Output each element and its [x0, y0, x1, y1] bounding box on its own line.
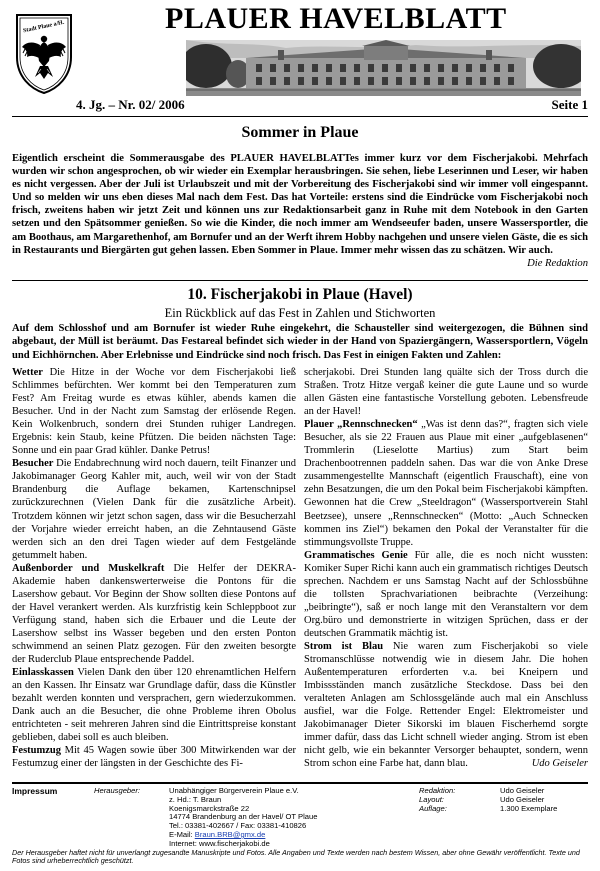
credit-value: Udo Geiseler [500, 786, 545, 795]
paragraph-festumzug [12, 744, 296, 770]
paragraph-strom [304, 640, 588, 770]
disclaimer: Der Herausgeber haftet nicht für unverlangt zugesandte Manuskripte und Fotos. Alle Angaben und Texte werden nach bestem Wissen, aber ohne Gewähr veröffentlicht. Texte und Fotos sind urheberrechtlich geschützt. [12, 848, 580, 866]
intro-text: Eigentlich erscheint die Sommerausgabe des PLAUER HAVELBLATTes immer kurz vor dem Fischerjakobi. Mehrfach wurden wir schon angesprochen, ob wir wieder ein Exemplar herausbringen. Sie sehen, liebe Leserinnen und Leser, wir haben es nicht vergessen. Aber der Juli ist Urlaubszeit und mit der Vorbereitung des Fischerjakobi sind wir immer voll eingespannt. Und so melden wir uns eben dieses Mal nach dem Fest. Das hat Vorteile: erstens sind die Eindrücke vom Fischerjakobi noch frisch, zweitens haben wir jetzt Zeit und können uns zur Redaktionsarbeit ganz in Ruhe mit dem Notebook in den Garten setzen und den Spätsommer genießen. So wie die Kinder, die noch immer am Wendseeufer baden, unsere Wassersportler, die am Boothaus, am Margarethenhof, am Bornufer und an der Werft ihrem Hobby nachgehen und unsere vielen Gäste, die es sich in Restaurants und Biergärten gut gehen lassen. Eben Sommer in Plaue. Immer mehr wissen das zu schätzen. Wir auch. [12, 153, 588, 256]
address-line: Unabhängiger Bürgerverein Plaue e.V. [169, 786, 299, 795]
paragraph-text: Die Helfer der DEKRA-Akademie haben dankenswerterweise die Pontons für die Lasershow gebaut. Vor Beginn der Show sollten diese Pontons auf der Havel verankert werden. Als kurzfristig kein Schleppboot zur Verfügung stand, haben sich die Erbauer und die Leute der Lasershow selbst ins Wasser begeben und den ersten Ponton schwimmend an seinen Platz gezogen. Für den zweiten besorgte der Ruderclub Plaue entsprechende Paddel. [12, 562, 297, 666]
paragraph-heading: Außenborder und Muskelkraft [12, 562, 165, 574]
paragraph-heading: Wetter [12, 367, 43, 378]
credit-value: Udo Geiseler [500, 794, 545, 804]
article-column-right [304, 366, 588, 770]
paragraph-wetter [12, 366, 296, 457]
paragraph-text: Die Endabrechnung wird noch dauern, teilt Finanzer und Jakobimanager Georg Kahler mit, auch, weil wir von der Stadt Brandenburg die Auflage bekamen, Kartenschnipsel zurückzurechnen (Vielen Dank für die zusätzliche Arbeit). Trotzdem können wir jetzt schon sagen, dass wir die Besucherzahl der Vorjahre wieder erreicht haben, an die Zehntausend Gäste werden sich an den drei Tagen wieder auf dem Festgelände getummelt haben. [12, 458, 296, 561]
article-signature: Udo Geiseler [531, 758, 588, 770]
paragraph-besucher [12, 457, 296, 561]
publisher-address [169, 787, 317, 849]
impressum-title: Impressum [12, 786, 58, 796]
paragraph-heading: Festumzug [12, 745, 61, 757]
credits-values [500, 787, 557, 813]
paragraph-text: scherjakobi. Drei Stunden lang quälte sich der Tross durch die Straßen. Trotz Hitze vergaß keiner die gute Laune und so wurde allen Gästen eine fantastische Vorstellung geboten. Lebensfreude an der Havel! [304, 367, 588, 418]
intro-divider [12, 280, 588, 281]
paragraph-text: Die Hitze in der Woche vor dem Fischerjakobi ließ Schlimmes befürchten. Wer kommt bei den Temperaturen zum Fest? Am Freitag wurde es etwas kühler, abends kamen die Besucher. Und in der Nacht zum Samstag der erlösende Regen. Kein Wolkenbruch, sondern drei Stunden ruhiger Landregen. Ergebnis: kein Staub, keine Pfützen. Die beiden nächsten Tage: Sonne und ein paar Grad kühler. Danke Petrus! [12, 367, 296, 457]
email-label: E-Mail: [169, 829, 195, 839]
credit-value: 1.300 Exemplare [500, 803, 558, 813]
castle-illustration [186, 40, 581, 96]
credit-label: Auflage: [419, 803, 447, 813]
paragraph-heading: Einlasskassen [12, 667, 74, 679]
header-divider [12, 116, 588, 117]
article-lead: Auf dem Schlosshof und am Bornufer ist wieder Ruhe eingekehrt, die Schausteller sind weitergezogen, die Bühnen sind abgebaut, der Müll ist beräumt. Das Festareal befindet sich wieder in der Hand von Spaziergängern, Wassersportlern, Vögeln und Eichhörnchen. Aber Erlebnisse und Eindrücke sind noch frisch. Das Fest in einigen Fakten und Zahlen: [12, 323, 588, 361]
credits-labels [419, 787, 455, 813]
paragraph-grammatik [304, 549, 588, 640]
intro-body [12, 152, 588, 270]
paragraph-heading: Plauer „Rennschnecken“ [304, 419, 418, 431]
paragraph-heading: Grammatisches Genie [304, 549, 408, 561]
paragraph-einlasskassen [12, 666, 296, 744]
intro-title: Sommer in Plaue [241, 124, 359, 141]
article-subtitle: Ein Rückblick auf das Fest in Zahlen und Stichworten [164, 306, 436, 320]
address-line: z. Hd.: T. Braun [169, 794, 222, 804]
website-line: Internet: www.fischerjakobi.de [169, 838, 270, 848]
paragraph-heading: Strom ist Blau [304, 640, 384, 652]
paragraph-heading: Besucher [12, 458, 54, 470]
email-link[interactable]: Braun.BRB@gmx.de [194, 829, 266, 839]
page-number: Seite 1 [551, 97, 588, 112]
address-line: 14774 Brandenburg an der Havel/ OT Plaue [169, 812, 318, 822]
paragraph-festumzug-continued [304, 366, 588, 418]
address-line: Koenigsmarckstraße 22 [169, 803, 250, 813]
issue-number: 4. Jg. – Nr. 02/ 2006 [76, 97, 185, 112]
publisher-label: Herausgeber: [94, 786, 141, 795]
paragraph-text: Vielen Dank den über 120 ehrenamtlichen Helfern an den Kassen. Ihr Einsatz war Grundlage dafür, dass die Künstler bezahlt werden konnten und verspracheп, gern wiederzukommen. Dank auch an die Besucher, die ohne Probleme ihren Obolus entrichteten - seit mehreren Jahren sind die Eintrittspreise konstant geblieben, dabei soll es auch bleiben. [12, 667, 296, 744]
logo-text: Stadt Plaue a/H. [22, 19, 65, 35]
paragraph-aussenborder [12, 562, 296, 666]
credit-label: Redaktion: [419, 786, 456, 795]
intro-signature: Die Redaktion [527, 257, 588, 269]
masthead-title: PLAUER HAVELBLATT [165, 2, 507, 35]
credit-label: Layout: [419, 794, 444, 804]
paragraph-text: Für alle, die es noch nicht wussten: Komiker Super Richi kann auch ein grammatisch richtiges Deutsch sprechen. Nachdem er uns Samstag Nacht auf der Schlossbühne die tollsten Sprachvariationen beibrachte (Verzeihung: „beibringte“), saß er noch lange mit den Veranstaltern vor dem Org.büro und demonstrierte in witzigen Sprüchen, dass er der deutschen Grammatik mächtig ist. [304, 549, 588, 639]
article-column-left [12, 366, 296, 770]
paragraph-rennschnecken [304, 418, 588, 548]
paragraph-text: Mit 45 Wagen sowie über 300 Mitwirkenden war der Festumzug einer der längsten in der Geschichte des Fi- [12, 745, 296, 770]
impressum-divider [12, 782, 588, 784]
coat-of-arms-logo [13, 11, 75, 95]
paragraph-text: „Was ist denn das?“, fragten sich viele Besucher, als sie 22 Frauen aus Plaue mit einer „aufgeblasenen“ Trommlerin (Lieselotte Martius) zum Start beim Drachenbootrennen paddeln sahen. Das war die von Anke Drese zusammengestellte Mannschaft (eigentlich Frauschaft), eine von zehn Besatzungen, die um den Pokal beim Fischerjakobi kämpften. Gewonnen hat die Crew „Steeldragon“ (Wassersportverein Stahl Beetzsee), unsere „Rennschnecken“ (Motto: „Auch Schnecken kommen ins Ziel“) bekamen den Pokal der Veranstalter für die stimmungsvollste Truppe. [304, 419, 588, 548]
address-line: Tel.: 03381-402667 / Fax: 03381-410826 [169, 821, 307, 831]
article-title: 10. Fischerjakobi in Plaue (Havel) [187, 286, 413, 303]
paragraph-text: Nie waren zum Fischerjakobi so viele Stromanschlüsse notwendig wie in diesem Jahr. Die hohen Außentemperaturen erforderten v.a. bei Kneipern und Imbissständen manch zusätzliche Steckdose. Dass bei den veralteten Anlagen am Schlossgelände auch mal ein Anschluss ausfiel, war die Folge. Rettender Engel: Elektromeister und Jakobimanager Dieter Sikorski im blauen Fischerhemd sorgte immer dafür, dass das Licht schnell wieder anging. Strom ist eben nicht gelb, wie ein bekannter Versorger behauptet, sondern, wenn Strom schon eine Farbe hat, dann blau. [304, 640, 588, 770]
